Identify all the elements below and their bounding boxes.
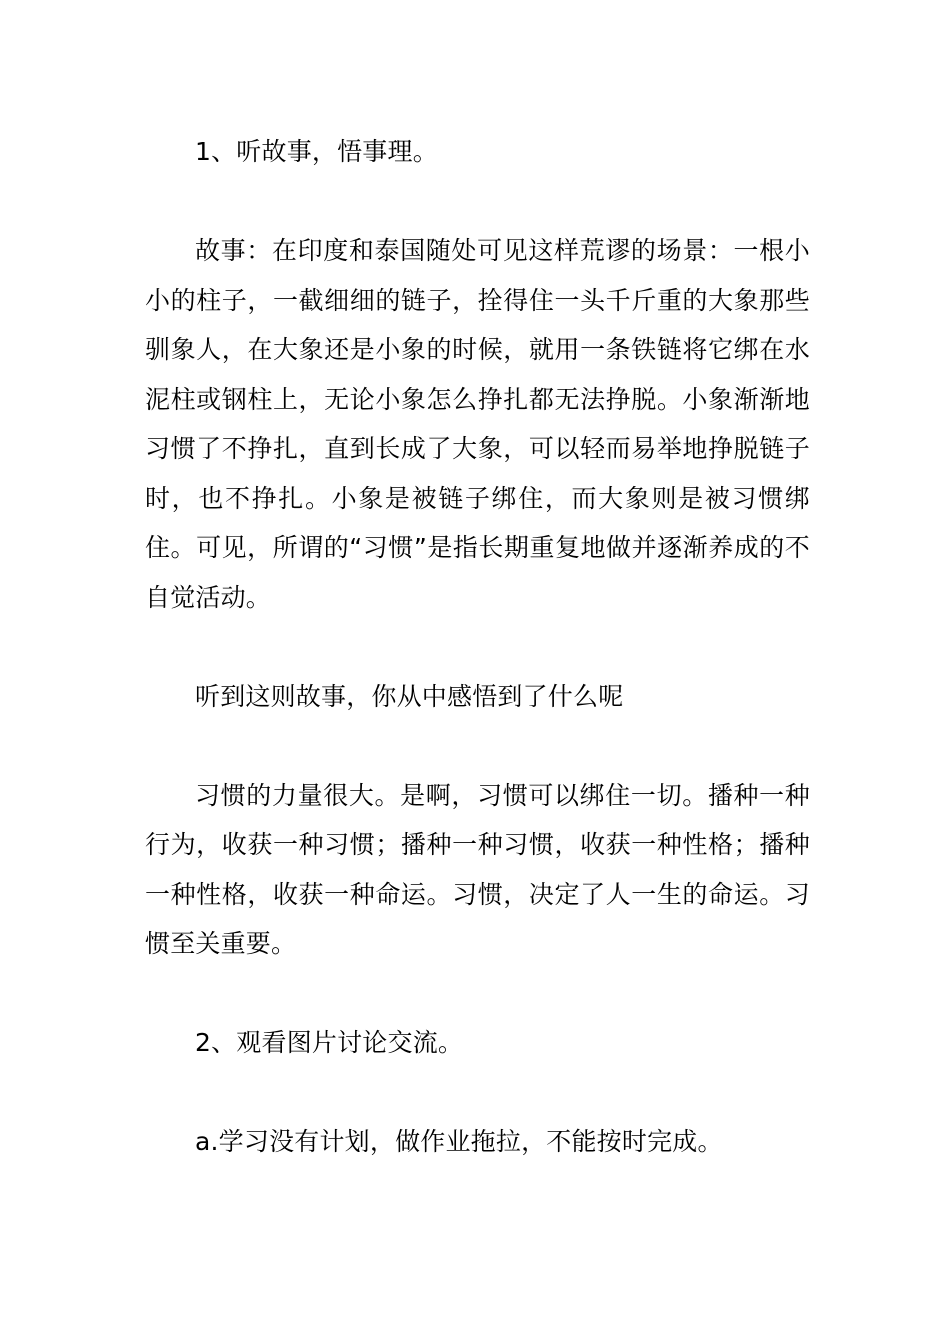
- habit-power-paragraph: 习惯的力量很大。是啊，习惯可以绑住一切。播种一种行为，收获一种习惯；播种一种习惯，收获一种性格；播种一种性格，收获一种命运。习惯，决定了人一生的命运。习惯至关重要。: [145, 780, 810, 958]
- document-body: [145, 127, 810, 1167]
- section-heading-listen-story: 1、听故事，悟事理。: [195, 137, 438, 166]
- story-paragraph: 故事：在印度和泰国随处可见这样荒谬的场景：一根小小的柱子，一截细细的链子，拴得住一头千斤重的大象那些驯象人，在大象还是小象的时候，就用一条铁链将它绑在水泥柱或钢柱上，无论小象怎么挣扎都无法挣脱。小象渐渐地习惯了不挣扎，直到长成了大象，可以轻而易举地挣脱链子时，也不挣扎。小象是被链子绑住，而大象则是被习惯绑住。可见，所谓的“习惯”是指长期重复地做并逐渐养成的不自觉活动。: [145, 236, 810, 612]
- section-heading-view-pictures: 2、观看图片讨论交流。: [195, 1028, 464, 1057]
- question-paragraph: 听到这则故事，你从中感悟到了什么呢: [195, 681, 624, 711]
- list-item-a: a.学习没有计划，做作业拖拉，不能按时完成。: [195, 1127, 723, 1156]
